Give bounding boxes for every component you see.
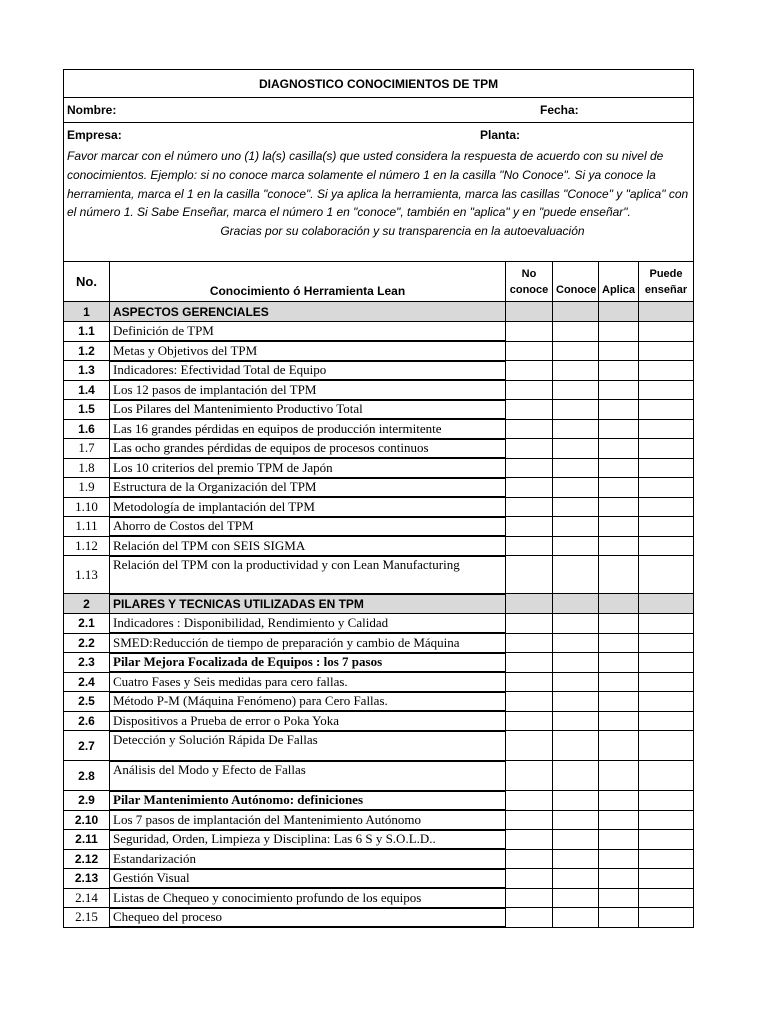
table-row — [64, 908, 694, 928]
checkbox-no-conoce[interactable] — [506, 692, 553, 712]
checkbox-aplica[interactable] — [599, 400, 639, 420]
checkbox-conoce[interactable] — [553, 614, 599, 634]
item-number: 1.3 — [64, 361, 110, 381]
section-number: 2 — [64, 594, 110, 614]
planta-label: Planta: — [480, 128, 521, 142]
empresa-row[interactable] — [64, 123, 694, 148]
checkbox-aplica[interactable] — [599, 341, 639, 361]
checkbox-aplica[interactable] — [599, 380, 639, 400]
checkbox-no-conoce[interactable] — [506, 869, 553, 889]
checkbox-puede-ensenar[interactable] — [639, 341, 694, 361]
item-number: 1.4 — [64, 380, 110, 400]
item-text: Relación del TPM con la productividad y con Lean Manufacturing — [110, 556, 506, 594]
item-text: Método P-M (Máquina Fenómeno) para Cero Fallas. — [110, 692, 506, 712]
item-number: 2.11 — [64, 830, 110, 850]
item-number: 1.13 — [64, 556, 110, 594]
item-text: Las 16 grandes pérdidas en equipos de producción intermitente — [110, 419, 506, 439]
checkbox-conoce[interactable] — [553, 458, 599, 478]
checkbox-conoce[interactable] — [553, 888, 599, 908]
checkbox-puede-ensenar[interactable] — [639, 692, 694, 712]
answer-cell[interactable] — [599, 594, 639, 614]
table-row — [64, 672, 694, 692]
checkbox-aplica[interactable] — [599, 711, 639, 731]
checkbox-no-conoce[interactable] — [506, 672, 553, 692]
diagnostic-table — [63, 69, 694, 928]
form-title: DIAGNOSTICO CONOCIMIENTOS DE TPM — [64, 70, 694, 98]
section-row — [64, 594, 694, 614]
item-number: 1.7 — [64, 439, 110, 459]
empresa-label: Empresa: — [67, 128, 122, 142]
checkbox-no-conoce[interactable] — [506, 908, 553, 928]
thanks-text: Gracias por su colaboración y su transparencia en la autoevaluación — [220, 224, 585, 239]
checkbox-conoce[interactable] — [553, 341, 599, 361]
item-text: Ahorro de Costos del TPM — [110, 517, 506, 537]
checkbox-conoce[interactable] — [553, 849, 599, 869]
checkbox-puede-ensenar[interactable] — [639, 556, 694, 594]
item-number: 2.5 — [64, 692, 110, 712]
checkbox-puede-ensenar[interactable] — [639, 849, 694, 869]
item-number: 1.11 — [64, 517, 110, 537]
checkbox-no-conoce[interactable] — [506, 439, 553, 459]
checkbox-aplica[interactable] — [599, 439, 639, 459]
checkbox-conoce[interactable] — [553, 731, 599, 761]
checkbox-puede-ensenar[interactable] — [639, 614, 694, 634]
sections-body — [64, 302, 694, 928]
checkbox-conoce[interactable] — [553, 556, 599, 594]
col-no-conoce: No conoce — [506, 262, 553, 302]
nombre-row[interactable] — [64, 98, 694, 123]
checkbox-conoce[interactable] — [553, 322, 599, 342]
checkbox-puede-ensenar[interactable] — [639, 761, 694, 791]
table-row — [64, 478, 694, 498]
checkbox-no-conoce[interactable] — [506, 458, 553, 478]
table-row — [64, 400, 694, 420]
table-row — [64, 633, 694, 653]
table-row — [64, 791, 694, 811]
item-number: 1.12 — [64, 536, 110, 556]
item-number: 1.2 — [64, 341, 110, 361]
instructions-text: Favor marcar con el número uno (1) la(s) casilla(s) que usted considera la respuesta de acuerdo con su nivel de conocimientos. Ejemplo: si no conoce marca solamente el número 1 en la casilla "No Conoce". Si ya conoce la herramienta, marca el 1 en la casilla "conoce". Si ya aplica la herramienta, marca las casillas "Conoce" y "aplica" con el número 1. Si Sabe Enseñar, marca el número 1 en "conoce", también en "aplica" y en "puede enseñar". — [67, 149, 689, 220]
item-text: Chequeo del proceso — [110, 908, 506, 928]
checkbox-puede-ensenar[interactable] — [639, 633, 694, 653]
checkbox-aplica[interactable] — [599, 908, 639, 928]
table-row — [64, 653, 694, 673]
table-row — [64, 341, 694, 361]
item-text: Estandarización — [110, 849, 506, 869]
checkbox-conoce[interactable] — [553, 439, 599, 459]
checkbox-conoce[interactable] — [553, 692, 599, 712]
table-row — [64, 322, 694, 342]
item-number: 2.14 — [64, 888, 110, 908]
checkbox-conoce[interactable] — [553, 361, 599, 381]
checkbox-puede-ensenar[interactable] — [639, 419, 694, 439]
item-text: Definición de TPM — [110, 322, 506, 342]
item-text: Detección y Solución Rápida De Fallas — [110, 731, 506, 761]
checkbox-puede-ensenar[interactable] — [639, 711, 694, 731]
checkbox-aplica[interactable] — [599, 419, 639, 439]
item-number: 1.1 — [64, 322, 110, 342]
checkbox-conoce[interactable] — [553, 478, 599, 498]
item-number: 2.15 — [64, 908, 110, 928]
checkbox-aplica[interactable] — [599, 322, 639, 342]
item-text: SMED:Reducción de tiempo de preparación y cambio de Máquina — [110, 633, 506, 653]
checkbox-no-conoce[interactable] — [506, 478, 553, 498]
item-text: Pilar Mantenimiento Autónomo: definiciones — [110, 791, 506, 811]
checkbox-puede-ensenar[interactable] — [639, 672, 694, 692]
checkbox-puede-ensenar[interactable] — [639, 458, 694, 478]
col-puede-ensenar: Puede enseñar — [639, 262, 694, 302]
checkbox-conoce[interactable] — [553, 380, 599, 400]
item-number: 2.4 — [64, 672, 110, 692]
answer-cell[interactable] — [553, 302, 599, 322]
item-number: 2.8 — [64, 761, 110, 791]
checkbox-conoce[interactable] — [553, 653, 599, 673]
checkbox-no-conoce[interactable] — [506, 341, 553, 361]
checkbox-aplica[interactable] — [599, 761, 639, 791]
table-row — [64, 830, 694, 850]
section-number: 1 — [64, 302, 110, 322]
checkbox-aplica[interactable] — [599, 653, 639, 673]
checkbox-puede-ensenar[interactable] — [639, 322, 694, 342]
item-number: 2.6 — [64, 711, 110, 731]
section-row — [64, 302, 694, 322]
checkbox-aplica[interactable] — [599, 888, 639, 908]
checkbox-puede-ensenar[interactable] — [639, 517, 694, 537]
table-row — [64, 731, 694, 761]
checkbox-aplica[interactable] — [599, 830, 639, 850]
checkbox-aplica[interactable] — [599, 692, 639, 712]
checkbox-aplica[interactable] — [599, 672, 639, 692]
item-text: Indicadores: Efectividad Total de Equipo — [110, 361, 506, 381]
table-row — [64, 497, 694, 517]
item-number: 2.2 — [64, 633, 110, 653]
item-number: 2.13 — [64, 869, 110, 889]
item-text: Los 10 criterios del premio TPM de Japón — [110, 458, 506, 478]
checkbox-aplica[interactable] — [599, 869, 639, 889]
item-number: 2.3 — [64, 653, 110, 673]
checkbox-no-conoce[interactable] — [506, 633, 553, 653]
tpm-diagnostic-sheet — [63, 69, 693, 928]
checkbox-conoce[interactable] — [553, 761, 599, 791]
checkbox-no-conoce[interactable] — [506, 361, 553, 381]
checkbox-puede-ensenar[interactable] — [639, 361, 694, 381]
item-text: Metodología de implantación del TPM — [110, 497, 506, 517]
checkbox-conoce[interactable] — [553, 869, 599, 889]
item-text: Listas de Chequeo y conocimiento profundo de los equipos — [110, 888, 506, 908]
table-row — [64, 761, 694, 791]
table-row — [64, 419, 694, 439]
checkbox-no-conoce[interactable] — [506, 322, 553, 342]
table-row — [64, 380, 694, 400]
item-text: Gestión Visual — [110, 869, 506, 889]
checkbox-aplica[interactable] — [599, 556, 639, 594]
nombre-label: Nombre: — [67, 103, 117, 117]
checkbox-no-conoce[interactable] — [506, 791, 553, 811]
checkbox-no-conoce[interactable] — [506, 711, 553, 731]
section-title: ASPECTOS GERENCIALES — [110, 302, 506, 322]
item-text: Análisis del Modo y Efecto de Fallas — [110, 761, 506, 791]
checkbox-puede-ensenar[interactable] — [639, 497, 694, 517]
checkbox-no-conoce[interactable] — [506, 380, 553, 400]
checkbox-aplica[interactable] — [599, 791, 639, 811]
checkbox-no-conoce[interactable] — [506, 731, 553, 761]
checkbox-aplica[interactable] — [599, 458, 639, 478]
checkbox-no-conoce[interactable] — [506, 761, 553, 791]
checkbox-conoce[interactable] — [553, 672, 599, 692]
checkbox-no-conoce[interactable] — [506, 517, 553, 537]
table-row — [64, 458, 694, 478]
checkbox-puede-ensenar[interactable] — [639, 400, 694, 420]
checkbox-conoce[interactable] — [553, 497, 599, 517]
checkbox-no-conoce[interactable] — [506, 536, 553, 556]
table-row — [64, 888, 694, 908]
checkbox-puede-ensenar[interactable] — [639, 653, 694, 673]
table-row — [64, 711, 694, 731]
checkbox-puede-ensenar[interactable] — [639, 888, 694, 908]
col-no: No. — [64, 262, 110, 302]
item-number: 1.8 — [64, 458, 110, 478]
item-number: 1.9 — [64, 478, 110, 498]
table-row — [64, 439, 694, 459]
item-text: Metas y Objetivos del TPM — [110, 341, 506, 361]
checkbox-puede-ensenar[interactable] — [639, 830, 694, 850]
col-tool: Conocimiento ó Herramienta Lean — [110, 262, 506, 302]
checkbox-no-conoce[interactable] — [506, 830, 553, 850]
checkbox-no-conoce[interactable] — [506, 400, 553, 420]
checkbox-puede-ensenar[interactable] — [639, 536, 694, 556]
checkbox-puede-ensenar[interactable] — [639, 380, 694, 400]
item-text: Las ocho grandes pérdidas de equipos de procesos continuos — [110, 439, 506, 459]
table-row — [64, 536, 694, 556]
checkbox-puede-ensenar[interactable] — [639, 478, 694, 498]
checkbox-conoce[interactable] — [553, 791, 599, 811]
checkbox-puede-ensenar[interactable] — [639, 439, 694, 459]
checkbox-no-conoce[interactable] — [506, 653, 553, 673]
checkbox-conoce[interactable] — [553, 810, 599, 830]
table-row — [64, 556, 694, 594]
item-text: Relación del TPM con SEIS SIGMA — [110, 536, 506, 556]
checkbox-puede-ensenar[interactable] — [639, 810, 694, 830]
table-row — [64, 692, 694, 712]
checkbox-conoce[interactable] — [553, 419, 599, 439]
checkbox-puede-ensenar[interactable] — [639, 791, 694, 811]
item-text: Pilar Mejora Focalizada de Equipos : los 7 pasos — [110, 653, 506, 673]
checkbox-aplica[interactable] — [599, 810, 639, 830]
answer-cell[interactable] — [639, 594, 694, 614]
checkbox-no-conoce[interactable] — [506, 810, 553, 830]
checkbox-no-conoce[interactable] — [506, 849, 553, 869]
checkbox-aplica[interactable] — [599, 478, 639, 498]
checkbox-conoce[interactable] — [553, 908, 599, 928]
checkbox-no-conoce[interactable] — [506, 614, 553, 634]
checkbox-aplica[interactable] — [599, 731, 639, 761]
answer-cell[interactable] — [553, 594, 599, 614]
checkbox-conoce[interactable] — [553, 711, 599, 731]
table-row — [64, 517, 694, 537]
answer-cell[interactable] — [599, 302, 639, 322]
item-number: 2.1 — [64, 614, 110, 634]
table-row — [64, 361, 694, 381]
checkbox-conoce[interactable] — [553, 517, 599, 537]
item-number: 2.12 — [64, 849, 110, 869]
checkbox-puede-ensenar[interactable] — [639, 731, 694, 761]
table-row — [64, 849, 694, 869]
checkbox-aplica[interactable] — [599, 849, 639, 869]
checkbox-aplica[interactable] — [599, 614, 639, 634]
checkbox-aplica[interactable] — [599, 361, 639, 381]
col-conoce: Conoce — [553, 262, 599, 302]
section-title: PILARES Y TECNICAS UTILIZADAS EN TPM — [110, 594, 506, 614]
item-text: Dispositivos a Prueba de error o Poka Yoka — [110, 711, 506, 731]
checkbox-aplica[interactable] — [599, 497, 639, 517]
item-number: 1.10 — [64, 497, 110, 517]
table-row — [64, 810, 694, 830]
instructions — [64, 147, 694, 262]
checkbox-no-conoce[interactable] — [506, 497, 553, 517]
checkbox-conoce[interactable] — [553, 633, 599, 653]
checkbox-aplica[interactable] — [599, 633, 639, 653]
checkbox-puede-ensenar[interactable] — [639, 869, 694, 889]
checkbox-conoce[interactable] — [553, 400, 599, 420]
item-number: 1.6 — [64, 419, 110, 439]
answer-cell[interactable] — [506, 302, 553, 322]
checkbox-no-conoce[interactable] — [506, 556, 553, 594]
answer-cell[interactable] — [639, 302, 694, 322]
item-number: 2.9 — [64, 791, 110, 811]
item-number: 1.5 — [64, 400, 110, 420]
checkbox-no-conoce[interactable] — [506, 888, 553, 908]
checkbox-aplica[interactable] — [599, 536, 639, 556]
checkbox-conoce[interactable] — [553, 830, 599, 850]
col-aplica: Aplica — [599, 262, 639, 302]
checkbox-conoce[interactable] — [553, 536, 599, 556]
item-text: Los Pilares del Mantenimiento Productivo Total — [110, 400, 506, 420]
checkbox-no-conoce[interactable] — [506, 419, 553, 439]
item-text: Estructura de la Organización del TPM — [110, 478, 506, 498]
checkbox-puede-ensenar[interactable] — [639, 908, 694, 928]
checkbox-aplica[interactable] — [599, 517, 639, 537]
item-text: Indicadores : Disponibilidad, Rendimiento y Calidad — [110, 614, 506, 634]
item-number: 2.10 — [64, 810, 110, 830]
item-text: Seguridad, Orden, Limpieza y Disciplina: Las 6 S y S.O.L.D.. — [110, 830, 506, 850]
answer-cell[interactable] — [506, 594, 553, 614]
item-text: Los 7 pasos de implantación del Mantenimiento Autónomo — [110, 810, 506, 830]
item-text: Cuatro Fases y Seis medidas para cero fallas. — [110, 672, 506, 692]
table-row — [64, 869, 694, 889]
table-row — [64, 614, 694, 634]
item-text: Los 12 pasos de implantación del TPM — [110, 380, 506, 400]
item-number: 2.7 — [64, 731, 110, 761]
fecha-label: Fecha: — [540, 103, 579, 117]
